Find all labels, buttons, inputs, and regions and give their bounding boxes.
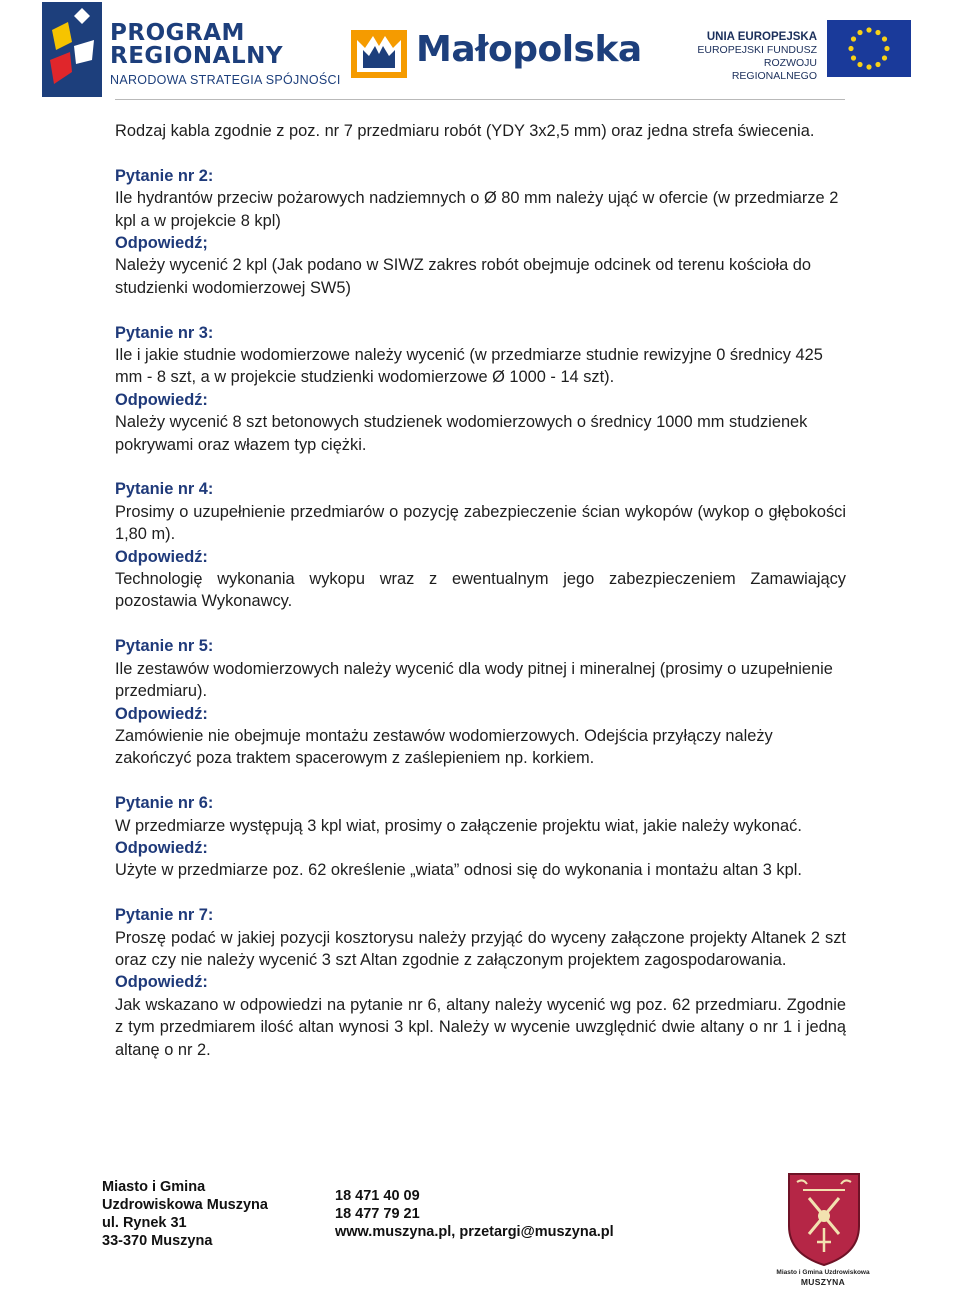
- answer-label: Odpowiedź;: [115, 234, 208, 253]
- answer-text: Technologię wykonania wykopu wraz z ewentualnym jego zabezpieczeniem Zamawiający pozostawia Wykonawcy.: [115, 570, 846, 611]
- eu-union-line: UNIA EUROPEJSKA: [706, 31, 817, 43]
- regionalny-line: REGIONALNY: [110, 43, 284, 69]
- answer-text: Należy wycenić 8 szt betonowych studzienek wodomierzowych o średnicy 1000 mm studzienek pokrywami oraz włazem typ ciężki.: [115, 413, 808, 454]
- eu-development-line: ROZWOJU REGIONALNEGO: [731, 57, 817, 82]
- page-footer: [0, 1160, 960, 1303]
- document-body: [115, 120, 846, 1061]
- phone-2: 18 477 79 21: [335, 1206, 420, 1222]
- question-text: Ile i jakie studnie wodomierzowe należy wycenić (w przedmiarze studnie rewizyjne 0 średnicy 425 mm - 8 szt, a w projekcie studzienki wodomierzowe Ø 1000 - 14 szt).: [115, 346, 823, 387]
- question-label: Pytanie nr 5:: [115, 637, 214, 656]
- program-line: PROGRAM: [110, 20, 245, 46]
- answer-label: Odpowiedź:: [115, 704, 208, 723]
- crest-caption-line1: Miasto i Gmina Uzdrowiskowa: [776, 1269, 870, 1276]
- answer-label: Odpowiedź:: [115, 973, 208, 992]
- question-label: Pytanie nr 2:: [115, 166, 214, 185]
- address-line: Uzdrowiskowa Muszyna: [102, 1197, 268, 1213]
- strategy-line: NARODOWA STRATEGIA SPÓJNOŚCI: [110, 73, 341, 87]
- address-line: Miasto i Gmina: [102, 1179, 206, 1195]
- question-label: Pytanie nr 4:: [115, 480, 214, 499]
- footer-contact: [335, 1187, 614, 1241]
- answer-text: Jak wskazano w odpowiedzi na pytanie nr 6, altany należy wycenić wg poz. 62 przedmiaru. Zgodnie z tym przedmiarem ilość altan wynosi 3 kpl. Należy w wycenie uwzględnić dwie altany o nr 1 i jedną altanę o nr 2.: [115, 995, 846, 1059]
- question-text: Ile hydrantów przeciw pożarowych nadziemnych o Ø 80 mm należy ująć w ofercie (w przedmiarze 2 kpl a w projekcie 8 kpl): [115, 189, 839, 230]
- crest-caption: [758, 1268, 888, 1288]
- eu-fund-line: EUROPEJSKI FUNDUSZ: [697, 44, 817, 56]
- malopolska-logo-icon: [349, 26, 409, 81]
- malopolska-name: Małopolska: [416, 29, 642, 70]
- qa-block-7: [115, 904, 846, 1061]
- question-text: Proszę podać w jakiej pozycji kosztorysu należy przyjąć do wyceny załączone projekty Altanek 2 szt oraz czy nie należy wycenić 3 szt Altan zgodnie z załączonym projektem zagospodarowania.: [115, 928, 846, 969]
- header-divider: [115, 99, 845, 100]
- page-header: [0, 0, 960, 100]
- question-label: Pytanie nr 3:: [115, 323, 214, 342]
- question-text: Ile zestawów wodomierzowych należy wycenić dla wody pitnej i mineralnej (prosimy o uzupełnienie przedmiaru).: [115, 659, 833, 701]
- qa-block-2: [115, 165, 846, 299]
- answer-text: Użyte w przedmiarze poz. 62 określenie „wiata” odnosi się do wykonania i montażu altan 3 kpl.: [115, 861, 802, 880]
- qa-block-3: [115, 322, 846, 456]
- answer-label: Odpowiedź:: [115, 547, 208, 566]
- answer-text: Zamówienie nie obejmuje montażu zestawów wodomierzowych. Odejścia przyłączy należy zakończyć poza traktem spacerowym z zaślepieniem np. korkiem.: [115, 726, 773, 768]
- question-text: Prosimy o uzupełnienie przedmiarów o pozycję zabezpieczenie ścian wykopów (wykop o głębokości 1,80 m).: [115, 502, 846, 544]
- question-label: Pytanie nr 6:: [115, 794, 214, 813]
- question-label: Pytanie nr 7:: [115, 906, 214, 925]
- phone-1: 18 471 40 09: [335, 1188, 420, 1204]
- address-line: ul. Rynek 31: [102, 1215, 187, 1231]
- crest-caption-line2: MUSZYNA: [800, 1277, 846, 1287]
- answer-label: Odpowiedź:: [115, 838, 208, 857]
- answer-text: Należy wycenić 2 kpl (Jak podano w SIWZ zakres robót obejmuje odcinek od terenu kościoła do studzienki wodomierzowej SW5): [115, 256, 812, 297]
- qa-block-6: [115, 792, 846, 882]
- web-email[interactable]: www.muszyna.pl, przetargi@muszyna.pl: [335, 1224, 614, 1240]
- footer-address: [102, 1178, 268, 1250]
- address-line: 33-370 Muszyna: [102, 1233, 213, 1249]
- program-regionalny-logo-icon: [42, 2, 102, 97]
- muszyna-crest-icon: [783, 1168, 865, 1268]
- eu-flag-icon: [827, 20, 911, 77]
- question-text: W przedmiarze występują 3 kpl wiat, prosimy o załączenie projektu wiat, jakie należy wykonać.: [115, 816, 802, 835]
- eu-text: [680, 30, 817, 83]
- qa-block-5: [115, 635, 846, 769]
- qa-block-4: [115, 478, 846, 612]
- program-regionalny-text: [110, 22, 341, 88]
- answer-label: Odpowiedź:: [115, 390, 208, 409]
- intro-paragraph: Rodzaj kabla zgodnie z poz. nr 7 przedmiaru robót (YDY 3x2,5 mm) oraz jedna strefa świecenia.: [115, 122, 815, 140]
